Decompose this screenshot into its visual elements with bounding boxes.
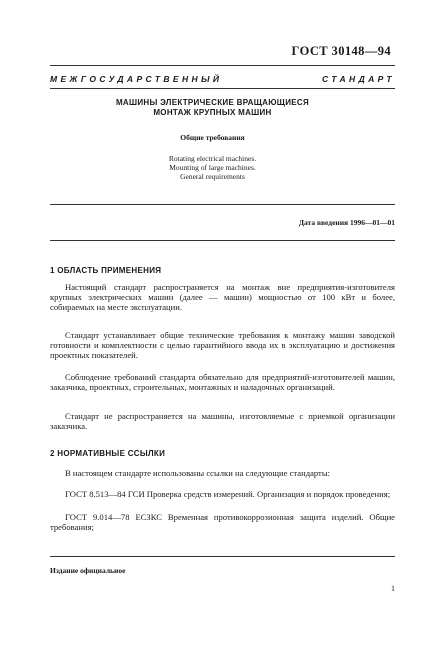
section-1-paragraph: Стандарт устанавливает общие технические требования к монтажу машин заводской готовности и комплектности с целью гарантийного ввода их в эксплуатацию и достижения проектных показателей. [50, 330, 395, 360]
introduction-date: Дата введения 1996—01—01 [298, 218, 395, 227]
page-number: 1 [391, 584, 395, 593]
english-title [0, 154, 425, 181]
section-1-paragraph: Соблюдение требований стандарта обязательно для предприятий-изготовителей машин, заказчика, проектных, строительных, монтажных и наладочных организаций. [50, 372, 395, 392]
section-1-paragraph: Стандарт не распространяется на машины, изготовляемые с приемкой организации заказчика. [50, 411, 395, 431]
section-1-heading: 1 ОБЛАСТЬ ПРИМЕНЕНИЯ [50, 266, 162, 275]
english-title-line-2: Mounting of large machines. [169, 163, 256, 172]
section-2-paragraph: В настоящем стандарте использованы ссылки на следующие стандарты: [65, 468, 330, 478]
english-title-line-3: General requirements [180, 172, 245, 181]
english-title-line-1: Rotating electrical machines. [168, 154, 257, 163]
section-2-paragraph: ГОСТ 9.014—78 ЕСЗКС Временная противокоррозионная защита изделий. Общие требования; [50, 512, 395, 532]
title-rule [50, 204, 395, 205]
document-subtitle: Общие требования [180, 133, 245, 142]
top-rule [50, 65, 395, 66]
title-line-1: МАШИНЫ ЭЛЕКТРИЧЕСКИЕ ВРАЩАЮЩИЕСЯ [115, 98, 310, 107]
section-2-paragraph: ГОСТ 8.513—84 ГСИ Проверка средств измерений. Организация и порядок проведения; [65, 489, 391, 499]
section-1-paragraph: Настоящий стандарт распространяется на монтаж вне предприятия-изготовителя крупных электрических машин (далее — машин) мощностью от 100 кВт и более, собираемых на месте эксплуатации. [50, 282, 395, 312]
header-rule [50, 88, 395, 89]
title-line-2: МОНТАЖ КРУПНЫХ МАШИН [153, 108, 272, 117]
official-edition-note: Издание официальное [50, 566, 126, 575]
date-rule [50, 240, 395, 241]
footer-rule [50, 556, 395, 557]
section-2-heading: 2 НОРМАТИВНЫЕ ССЫЛКИ [50, 449, 166, 458]
interstate-standard-label: МЕЖГОСУДАРСТВЕННЫЙ СТАНДАРТ [50, 74, 395, 84]
document-title [0, 98, 425, 118]
gost-number: ГОСТ 30148—94 [291, 44, 391, 58]
